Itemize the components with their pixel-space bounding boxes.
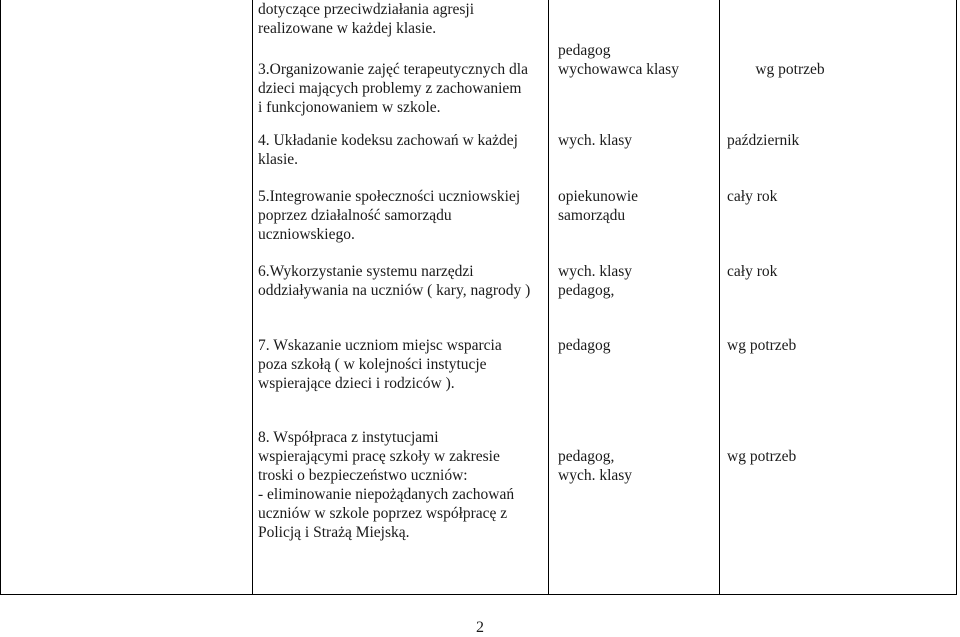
task-cell: 8. Współpraca z instytucjami wspierającymi pracę szkoły w zakresie troski o bezpieczeństwo uczniów: - eliminowanie niepożądanych zachowań uczniów w szkole poprzez współpracę z Policją i Strażą Miejską. [258, 429, 515, 541]
responsible-cell: pedagog [558, 337, 611, 354]
page-number: 2 [476, 619, 484, 636]
responsible-cell: opiekunowie samorządu [558, 188, 639, 224]
task-cell: 7. Wskazanie uczniom miejsc wsparcia poza szkołą ( w kolejności instytucje wspierające dzieci i rodziców ). [258, 337, 502, 392]
task-cell: dotyczące przeciwdziałania agresji realizowane w każdej klasie. [258, 1, 475, 37]
deadline-cell: wg potrzeb [727, 448, 797, 465]
deadline-cell: październik [727, 132, 800, 149]
responsible-cell: wych. klasy pedagog, [558, 263, 633, 299]
deadline-cell: wg potrzeb [755, 61, 825, 78]
deadline-cell: cały rok [727, 263, 778, 280]
responsible-cell: wych. klasy [558, 132, 633, 149]
task-cell: 6.Wykorzystanie systemu narzędzi oddziaływania na uczniów ( kary, nagrody ) [258, 263, 531, 299]
deadline-cell: wg potrzeb [727, 337, 797, 354]
deadline-cell: cały rok [727, 188, 778, 205]
responsible-cell: pedagog wychowawca klasy [558, 42, 679, 78]
task-cell: 5.Integrowanie społeczności uczniowskiej poprzez działalność samorządu uczniowskiego. [258, 188, 521, 243]
task-cell: 4. Układanie kodeksu zachowań w każdej klasie. [258, 132, 518, 168]
task-cell: 3.Organizowanie zajęć terapeutycznych dla dzieci mających problemy z zachowaniem i funkcjonowaniem w szkole. [258, 61, 528, 116]
column-divider [548, 0, 549, 594]
responsible-cell: pedagog, wych. klasy [558, 448, 633, 484]
column-divider [252, 0, 253, 594]
